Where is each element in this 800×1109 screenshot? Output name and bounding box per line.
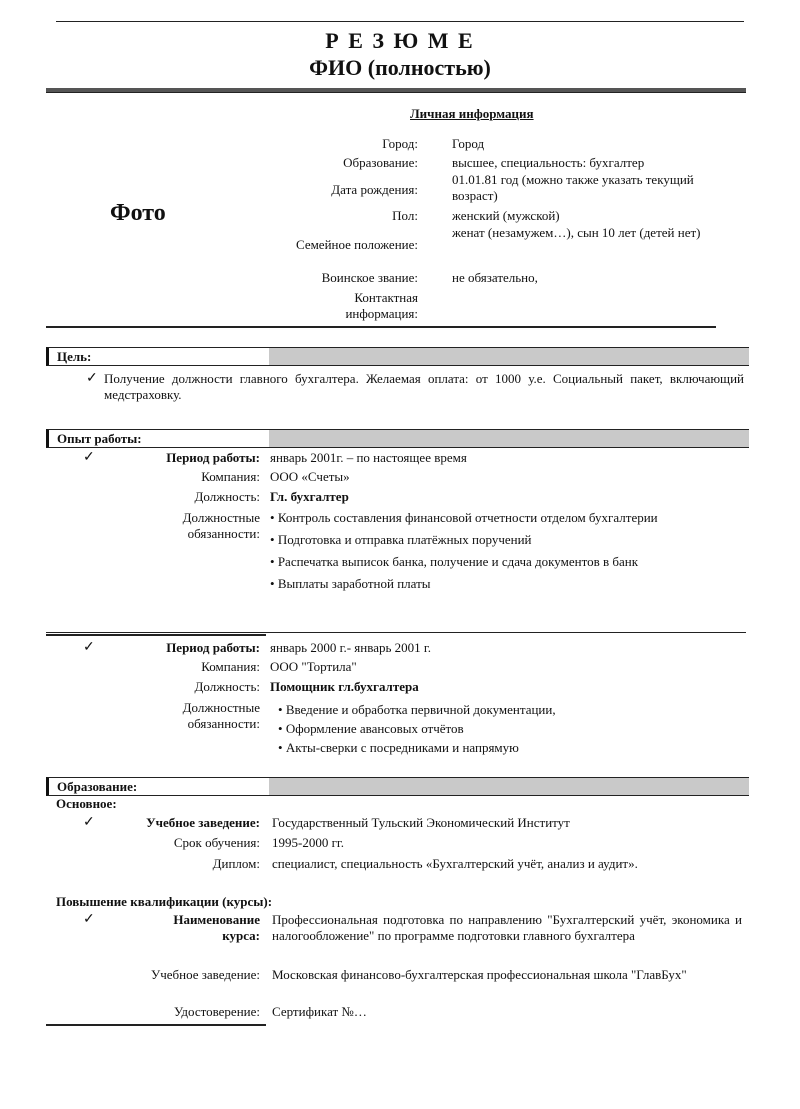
diploma-value: специалист, специальность «Бухгалтерский учёт, анализ и аудит». <box>272 856 638 871</box>
header-double-rule <box>46 88 746 93</box>
education-heading: Образование: <box>57 779 138 794</box>
job2-position-label: Должность: <box>194 679 260 694</box>
diploma-label: Диплом: <box>212 856 260 871</box>
job2-checkmark: ✓ <box>83 640 95 655</box>
job2-position: Помощник гл.бухгалтера <box>270 679 419 694</box>
contact-label: Контактная информация: <box>345 290 418 321</box>
marital-label: Семейное положение: <box>295 237 418 252</box>
job1-position: Гл. бухгалтер <box>270 489 349 504</box>
city-value: Город <box>452 136 485 151</box>
goal-text: Получение должности главного бухгалтера. Желаемая оплата: от 1000 у.е. Социальный пакет, включающий медстраховку. <box>104 371 744 402</box>
study-period-value: 1995-2000 гг. <box>272 835 345 850</box>
birthdate-label: Дата рождения: <box>331 182 418 197</box>
gender-value: женский (мужской) <box>452 208 560 223</box>
education-section-header <box>46 777 749 796</box>
institution-value: Государственный Тульский Экономический Институт <box>272 815 570 830</box>
birthdate-value: 01.01.81 год (можно также указать текущий возраст) <box>452 172 694 203</box>
job2-duty: • Оформление авансовых отчётов <box>278 721 742 737</box>
photo-placeholder: Фото <box>110 200 166 226</box>
education-checkmark: ✓ <box>83 815 95 830</box>
job1-company: ООО «Счеты» <box>270 469 350 484</box>
study-period-label: Срок обучения: <box>173 835 260 850</box>
military-label: Воинское звание: <box>321 270 418 285</box>
job2-company: ООО "Тортила" <box>270 659 357 674</box>
job1-duty: • Выплаты заработной платы <box>270 576 742 592</box>
certificate-label: Удостоверение: <box>174 1004 260 1019</box>
job1-period-label: Период работы: <box>166 450 260 465</box>
bottom-rule <box>46 1024 266 1026</box>
job1-company-label: Компания: <box>201 469 260 484</box>
education-label: Образование: <box>343 155 418 170</box>
job1-checkmark: ✓ <box>83 450 95 465</box>
course-name-label: Наименование курса: <box>173 912 260 943</box>
job2-period-label: Период работы: <box>166 640 260 655</box>
certificate-value: Сертификат №… <box>272 1004 367 1019</box>
course-name-value: Профессиональная подготовка по направлению "Бухгалтерский учёт, экономика и налогообложение" по программе подготовки главного бухгалтера <box>272 912 742 943</box>
job1-divider <box>46 632 746 633</box>
job2-duty: • Акты-сверки с посредниками и напрямую <box>278 740 742 756</box>
personal-info-heading: Личная информация <box>410 106 534 121</box>
job2-duties-label: Должностные обязанности: <box>182 700 260 731</box>
goal-checkmark: ✓ <box>86 371 98 386</box>
job2-duty: • Введение и обработка первичной документации, <box>278 702 742 718</box>
city-label: Город: <box>382 136 418 151</box>
job1-duty: • Подготовка и отправка платёжных поручений <box>270 532 742 548</box>
course-checkmark: ✓ <box>83 912 95 927</box>
job1-duty: • Контроль составления финансовой отчетности отделом бухгалтерии <box>270 510 742 526</box>
job1-period: январь 2001г. – по настоящее время <box>270 450 467 465</box>
job1-duties-list <box>270 510 742 592</box>
job1-divider-thick <box>46 634 266 636</box>
full-name: ФИО (полностью) <box>309 55 491 80</box>
marital-value: женат (незамужем…), сын 10 лет (детей нет) <box>452 225 701 240</box>
goal-section-header <box>46 347 749 366</box>
job2-company-label: Компания: <box>201 659 260 674</box>
course-institution-label: Учебное заведение: <box>150 967 260 982</box>
education-value: высшее, специальность: бухгалтер <box>452 155 645 170</box>
goal-heading: Цель: <box>57 349 92 364</box>
experience-section-header <box>46 429 749 448</box>
job1-position-label: Должность: <box>194 489 260 504</box>
course-institution-value: Московская финансово-бухгалтерская профессиональная школа "ГлавБух" <box>272 967 687 982</box>
institution-label: Учебное заведение: <box>146 815 260 830</box>
education-main-label: Основное: <box>56 796 117 811</box>
job2-period: январь 2000 г.- январь 2001 г. <box>270 640 432 655</box>
experience-heading: Опыт работы: <box>57 431 142 446</box>
top-rule <box>56 21 744 22</box>
military-value: не обязательно, <box>452 270 538 285</box>
gender-label: Пол: <box>392 208 418 223</box>
job1-duty: • Распечатка выписок банка, получение и сдача документов в банк <box>270 554 742 570</box>
job2-duties-list <box>278 702 742 756</box>
job1-duties-label: Должностные обязанности: <box>182 510 260 541</box>
resume-title: Р Е З Ю М Е <box>325 28 475 53</box>
personal-bottom-rule <box>46 326 716 328</box>
courses-label: Повышение квалификации (курсы): <box>56 894 273 909</box>
